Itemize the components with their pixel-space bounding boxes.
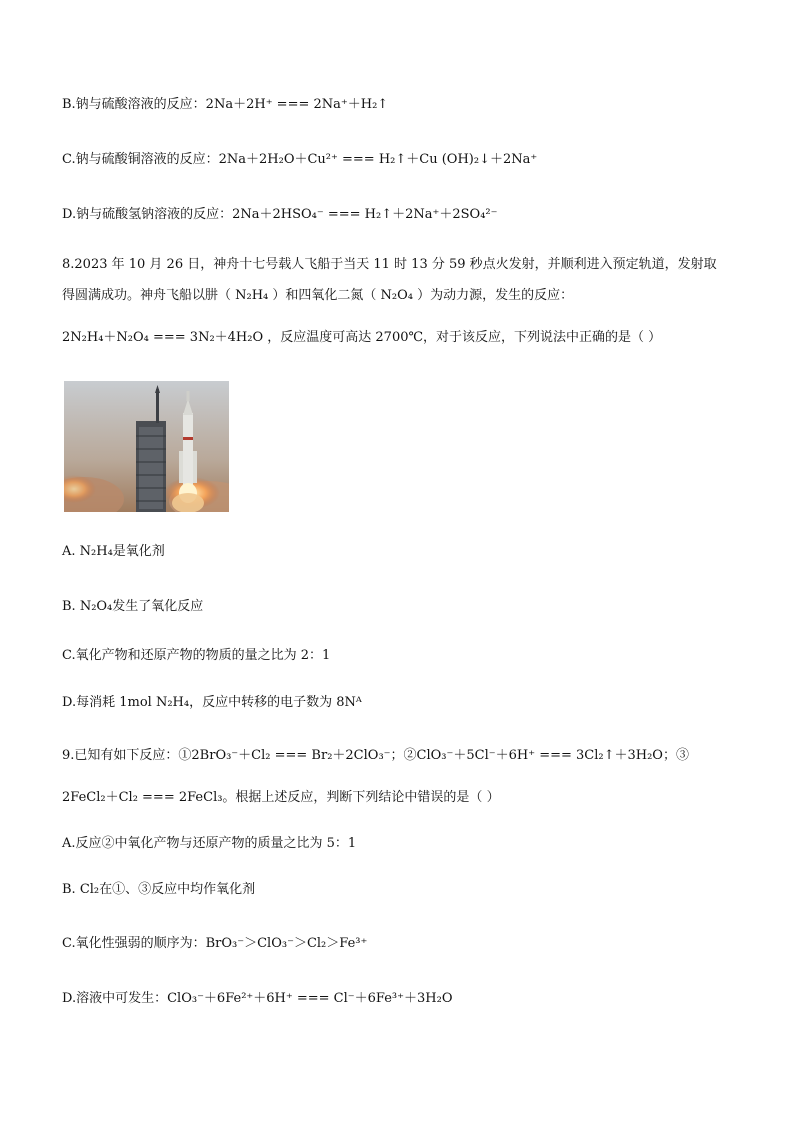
q7-option-d: D.钠与硫酸氢钠溶液的反应：2Na＋2HSO₄⁻ === H₂↑＋2Na⁺＋2SO₄²⁻ <box>62 207 498 222</box>
q8-option-b: B. N₂O₄发生了氧化反应 <box>62 599 204 614</box>
q8-stem-line-3: 2N₂H₄＋N₂O₄ === 3N₂＋4H₂O ，反应温度可高达 2700℃，对于该反应，下列说法中正确的是（ ） <box>62 330 662 345</box>
q8-stem-line-2: 得圆满成功。神舟飞船以肼（ N₂H₄ ）和四氧化二氮（ N₂O₄ ）为动力源，发生的反应： <box>62 288 574 303</box>
q7-option-c: C.钠与硫酸铜溶液的反应：2Na＋2H₂O＋Cu²⁺ === H₂↑＋Cu (OH)₂↓＋2Na⁺ <box>62 152 538 167</box>
q8-option-d: D.每消耗 1mol N₂H₄，反应中转移的电子数为 8Nᴬ <box>62 695 362 710</box>
q7-option-b: B.钠与硫酸溶液的反应：2Na＋2H⁺ === 2Na⁺＋H₂↑ <box>62 97 389 112</box>
q9-stem-line-2: 2FeCl₂＋Cl₂ === 2FeCl₃。根据上述反应，判断下列结论中错误的是（ ） <box>62 790 500 805</box>
q8-stem-line-1: 8.2023 年 10 月 26 日，神舟十七号载人飞船于当天 11 时 13 分 59 秒点火发射，并顺利进入预定轨道，发射取 <box>62 257 717 272</box>
q8-option-c: C.氧化产物和还原产物的物质的量之比为 2：1 <box>62 648 331 663</box>
q9-option-c: C.氧化性强弱的顺序为：BrO₃⁻＞ClO₃⁻＞Cl₂＞Fe³⁺ <box>62 936 368 951</box>
q8-option-a: A. N₂H₄是氧化剂 <box>62 544 165 559</box>
q9-option-d: D.溶液中可发生：ClO₃⁻＋6Fe²⁺＋6H⁺ === Cl⁻＋6Fe³⁺＋3H₂O <box>62 991 453 1006</box>
q9-option-a: A.反应②中氧化产物与还原产物的质量之比为 5：1 <box>62 836 357 851</box>
rocket-launch-photo <box>64 381 229 512</box>
q9-stem-line-1: 9.已知有如下反应：①2BrO₃⁻＋Cl₂ === Br₂＋2ClO₃⁻；②ClO₃⁻＋5Cl⁻＋6H⁺ === 3Cl₂↑＋3H₂O；③ <box>62 748 689 763</box>
q9-option-b: B. Cl₂在①、③反应中均作氧化剂 <box>62 882 256 897</box>
